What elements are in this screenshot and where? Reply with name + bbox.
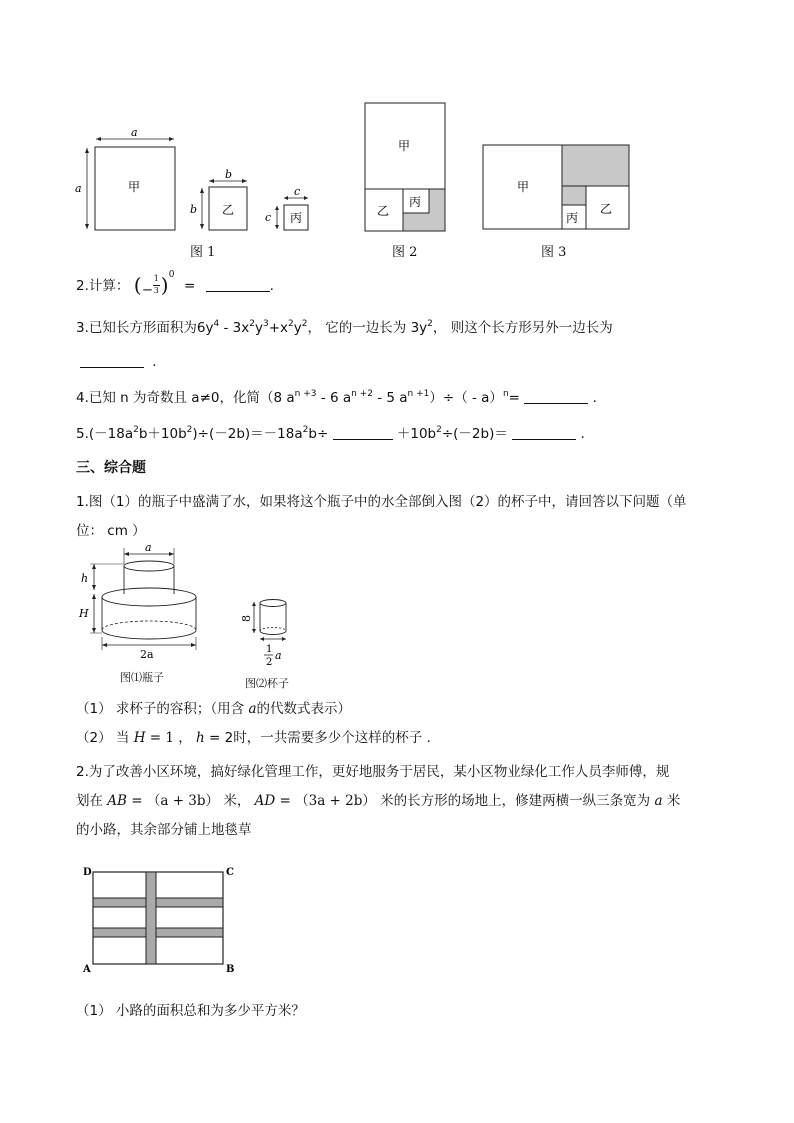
path-vertical <box>146 872 156 964</box>
question-4 <box>76 386 597 406</box>
q3-text-3: y <box>254 320 263 336</box>
bottle-h-label: h <box>81 572 89 585</box>
fig3-shaded-area <box>562 145 629 186</box>
fig1-c-left: c <box>265 211 272 224</box>
bottle-caption: 图⑴瓶子 <box>120 671 164 684</box>
q3-text-4: +x <box>268 320 289 336</box>
q3-end: . <box>152 354 157 370</box>
q5-answer-blank-1[interactable] <box>333 425 393 440</box>
q3-text-5: y <box>293 320 302 336</box>
q5-text-2: b＋10b <box>138 426 187 442</box>
path-horizontal-2 <box>93 928 223 937</box>
q3-exp-3: 3 <box>262 319 269 329</box>
fig3-yi-label: 乙 <box>600 202 613 216</box>
p1-sub2-c: = 2时，一共需要多少个这样的杯子 . <box>209 730 431 746</box>
problem-1-sub-2 <box>76 726 431 746</box>
fig1-yi-label: 乙 <box>222 203 235 217</box>
fig3-shaded-small <box>562 186 586 205</box>
p2-var-a: a <box>654 793 663 809</box>
p1-sub2-a: （2） 当 <box>76 730 130 746</box>
fig1-b-left: b <box>190 203 198 216</box>
cup-caption: 图⑵杯子 <box>245 677 289 690</box>
fig1-b-top: b <box>225 168 233 181</box>
question-2: 2.计算： ( − 1 3 ) 0 = . <box>76 270 274 298</box>
problem-2-sub-1: （1） 小路的面积总和为多少平方米？ <box>76 1003 305 1019</box>
q4-exp-2: n +2 <box>351 389 373 399</box>
q4-end: . <box>592 390 597 406</box>
bottle-2a-label: 2a <box>140 648 154 661</box>
p2-AD: AD <box>254 793 276 809</box>
q5-text-4: b÷ <box>308 426 329 442</box>
problem-1-sub-1 <box>76 697 351 717</box>
q5-text-6: ÷(－2b)＝ <box>441 426 508 442</box>
cup-half-den: 2 <box>266 657 273 668</box>
fig2-jia-label: 甲 <box>398 139 411 153</box>
fig3-bing-label: 丙 <box>566 211 579 225</box>
q2-end: . <box>269 278 274 294</box>
q4-text-1: 4.已知 n 为奇数且 a≠0，化简（8 a <box>76 390 295 406</box>
q4-exp-1: n +3 <box>294 389 317 399</box>
q2-answer-blank[interactable] <box>206 277 270 292</box>
q3-exp-1: 4 <box>213 319 220 329</box>
fig1-jia-label: 甲 <box>128 180 141 194</box>
q5-exp-5: 2 <box>436 425 442 435</box>
figure-2 <box>360 100 450 235</box>
fig1-a-top: a <box>131 126 138 139</box>
problem-2-line-2 <box>76 789 680 809</box>
q2-frac-den: 3 <box>153 286 159 295</box>
corner-C: C <box>226 867 234 878</box>
cup-half-num: 1 <box>266 644 273 655</box>
p1-sub2-H: H <box>133 730 146 746</box>
fig2-bing-label: 丙 <box>409 195 422 209</box>
q4-answer-blank[interactable] <box>524 389 588 404</box>
section-title: 三、综合题 <box>76 460 146 476</box>
question-3 <box>76 316 613 336</box>
p2-line2-b: = （a + 3b） 米， <box>131 793 251 809</box>
q3-exp-2: 2 <box>249 319 255 329</box>
question-3-answer <box>76 353 157 370</box>
q4-exp-3: n +1 <box>407 389 430 399</box>
p1-sub1-var: a <box>248 701 257 717</box>
path-horizontal-1 <box>93 898 223 907</box>
q3-text-6: ， 它的一边长为 3y <box>307 320 428 336</box>
bottle-cup-figure <box>76 542 306 687</box>
p2-line2-c: = （3a + 2b） 米的长方形的场地上，修建两横一纵三条宽为 <box>279 793 651 809</box>
problem-2-line-3: 的小路，其余部分铺上地毯草 <box>76 822 252 838</box>
corner-D: D <box>83 867 92 878</box>
q3-exp-5: 2 <box>301 319 308 329</box>
q4-text-2: - 6 a <box>316 390 352 406</box>
q2-equals: = <box>183 278 196 294</box>
corner-B: B <box>226 964 235 975</box>
q5-text-1: 5.(－18a <box>76 426 134 442</box>
cup-height-label: 8 <box>240 615 253 622</box>
q5-answer-blank-2[interactable] <box>512 425 576 440</box>
fig1-bing-label: 丙 <box>290 211 303 225</box>
q3-answer-blank[interactable] <box>80 353 144 368</box>
q5-exp-3: 2 <box>302 425 309 435</box>
p1-sub1-end: 的代数式表示） <box>256 701 351 717</box>
p2-AB: AB <box>107 793 127 809</box>
q5-text-5: ＋10b <box>396 426 437 442</box>
fig3-jia-label: 甲 <box>517 180 530 194</box>
q5-exp-2: 2 <box>186 425 193 435</box>
problem-1-line-2: 位： cm ） <box>76 523 146 539</box>
fig3-caption: 图 3 <box>541 245 567 260</box>
field-rect <box>93 872 223 964</box>
p2-line2-d: 米 <box>666 793 681 809</box>
field-figure <box>80 862 245 977</box>
fig2-yi-label: 乙 <box>377 204 390 218</box>
bottle-a-label: a <box>145 542 152 554</box>
q3-exp-4: 2 <box>288 319 294 329</box>
q5-text-3: )÷(－2b)＝－18a <box>192 426 303 442</box>
figure-3 <box>480 142 635 234</box>
fig1-a-left: a <box>75 182 82 195</box>
problem-2-line-1: 2.为了改善小区环境，搞好绿化管理工作，更好地服务于居民，某小区物业绿化工作人员李师傅，规 <box>76 764 670 780</box>
bottle-H-label: H <box>79 607 89 620</box>
question-5 <box>76 422 585 442</box>
q2-exponent: 0 <box>168 270 175 280</box>
q3-text-7: ， 则这个长方形另外一边长为 <box>432 320 613 336</box>
fig1-caption: 图 1 <box>190 245 216 260</box>
cup-half-var: a <box>275 649 282 662</box>
fig2-caption: 图 2 <box>392 245 418 260</box>
q4-text-3: - 5 a <box>372 390 408 406</box>
q4-text-4: ）÷（ - a） <box>429 390 503 406</box>
problem-1-line-1: 1.图（1）的瓶子中盛满了水，如果将这个瓶子中的水全部倒入图（2）的杯子中，请回答以下问题（单 <box>76 494 687 510</box>
p1-sub1-text: （1） 求杯子的容积；（用含 <box>76 701 245 717</box>
q4-exp-4: n <box>502 389 509 399</box>
q5-exp-1: 2 <box>133 425 139 435</box>
corner-A: A <box>83 964 91 975</box>
q3-exp-6: 2 <box>427 319 433 329</box>
fig1-c-top: c <box>294 185 301 198</box>
q4-text-5: = <box>508 390 520 406</box>
q3-text-2: - 3x <box>219 320 250 336</box>
p1-sub2-b: = 1 ， <box>149 730 192 746</box>
p2-line2-a: 划在 <box>76 793 103 809</box>
q5-end: . <box>580 426 585 442</box>
q2-prefix: 2.计算： <box>76 278 130 294</box>
q2-frac-num: 1 <box>153 274 159 283</box>
q3-text-1: 3.已知长方形面积为6y <box>76 320 214 336</box>
p1-sub2-h: h <box>196 730 205 746</box>
